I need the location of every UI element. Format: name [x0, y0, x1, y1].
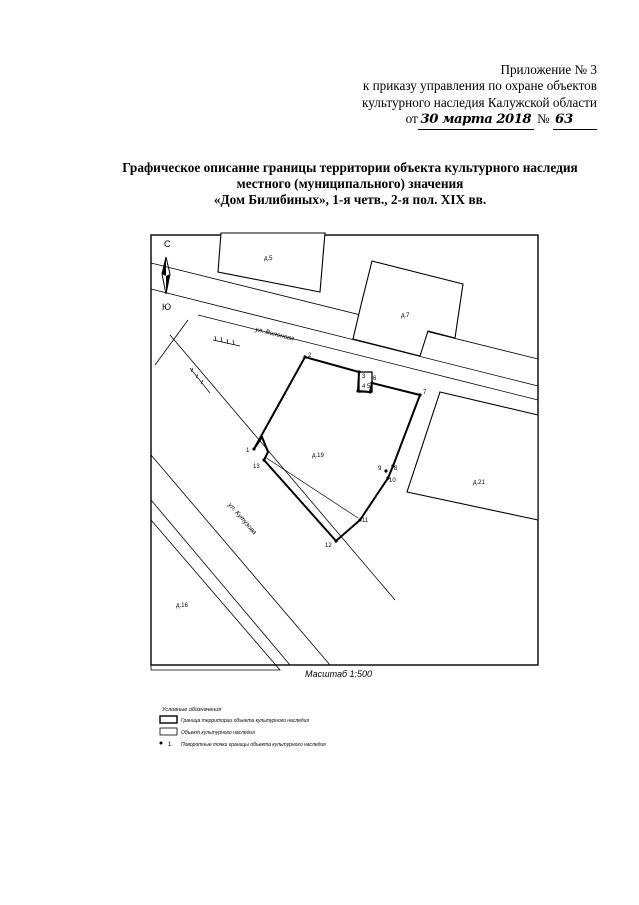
building-label: д.5	[264, 256, 273, 262]
point-label: 12	[325, 543, 332, 549]
compass-south-label: Ю	[162, 302, 172, 312]
point-label: 13	[253, 464, 260, 470]
street-label-vilonova: ул. Вилонова	[254, 326, 295, 343]
building-label: д.7	[401, 313, 410, 319]
legend	[160, 707, 327, 748]
compass-icon	[162, 239, 171, 312]
title-line3: «Дом Билибиных», 1-я четв., 2-я пол. XIX вв.	[213, 192, 487, 207]
point-label: 3	[362, 374, 366, 380]
svg-text:1: 1	[168, 742, 172, 748]
point-label: 8	[394, 466, 398, 472]
point-label: 2	[308, 353, 312, 359]
title-line1: Графическое описание границы территории объекта культурного наследия	[122, 160, 578, 175]
legend-item-object: Объект культурного наследия	[181, 730, 255, 736]
date-prefix: от	[405, 111, 418, 127]
appendix-line2: к приказу управления по охране объектов	[362, 78, 597, 94]
point-label: 6	[373, 376, 377, 382]
map-scale: Масштаб 1:500	[305, 669, 373, 679]
title-line2: местного (муниципального) значения	[236, 176, 464, 191]
point-label: 7	[423, 390, 427, 396]
point-label: 5	[367, 384, 371, 390]
compass-north-label: С	[164, 239, 171, 249]
legend-title: Условные обозначения	[162, 707, 222, 713]
building-label: д.16	[176, 603, 188, 609]
legend-item-points: Поворотные точки границы объекта культурного наследия	[181, 742, 326, 748]
building-label: д.21	[473, 480, 485, 486]
point-label: 11	[362, 518, 369, 524]
territory-boundary	[254, 357, 420, 541]
legend-object-swatch	[160, 728, 177, 735]
appendix-line3: культурного наследия Калужской области	[362, 94, 597, 110]
point-label: 1	[246, 448, 250, 454]
legend-item-boundary: Граница территории объекта культурного наследия	[181, 718, 310, 724]
point-label: 9	[378, 466, 382, 472]
number-prefix: №	[537, 111, 550, 127]
handwritten-date: 30 марта 2018	[418, 112, 534, 129]
legend-point-swatch	[160, 742, 163, 745]
building-label: д.19	[312, 453, 324, 459]
street-label-kutuzova: ул. Кутузова	[226, 501, 258, 537]
point-label: 4	[362, 384, 366, 390]
handwritten-number: 63	[553, 112, 597, 129]
legend-boundary-swatch	[160, 716, 177, 723]
appendix-line1: Приложение № 3	[500, 62, 597, 77]
point-label: 10	[389, 478, 396, 484]
